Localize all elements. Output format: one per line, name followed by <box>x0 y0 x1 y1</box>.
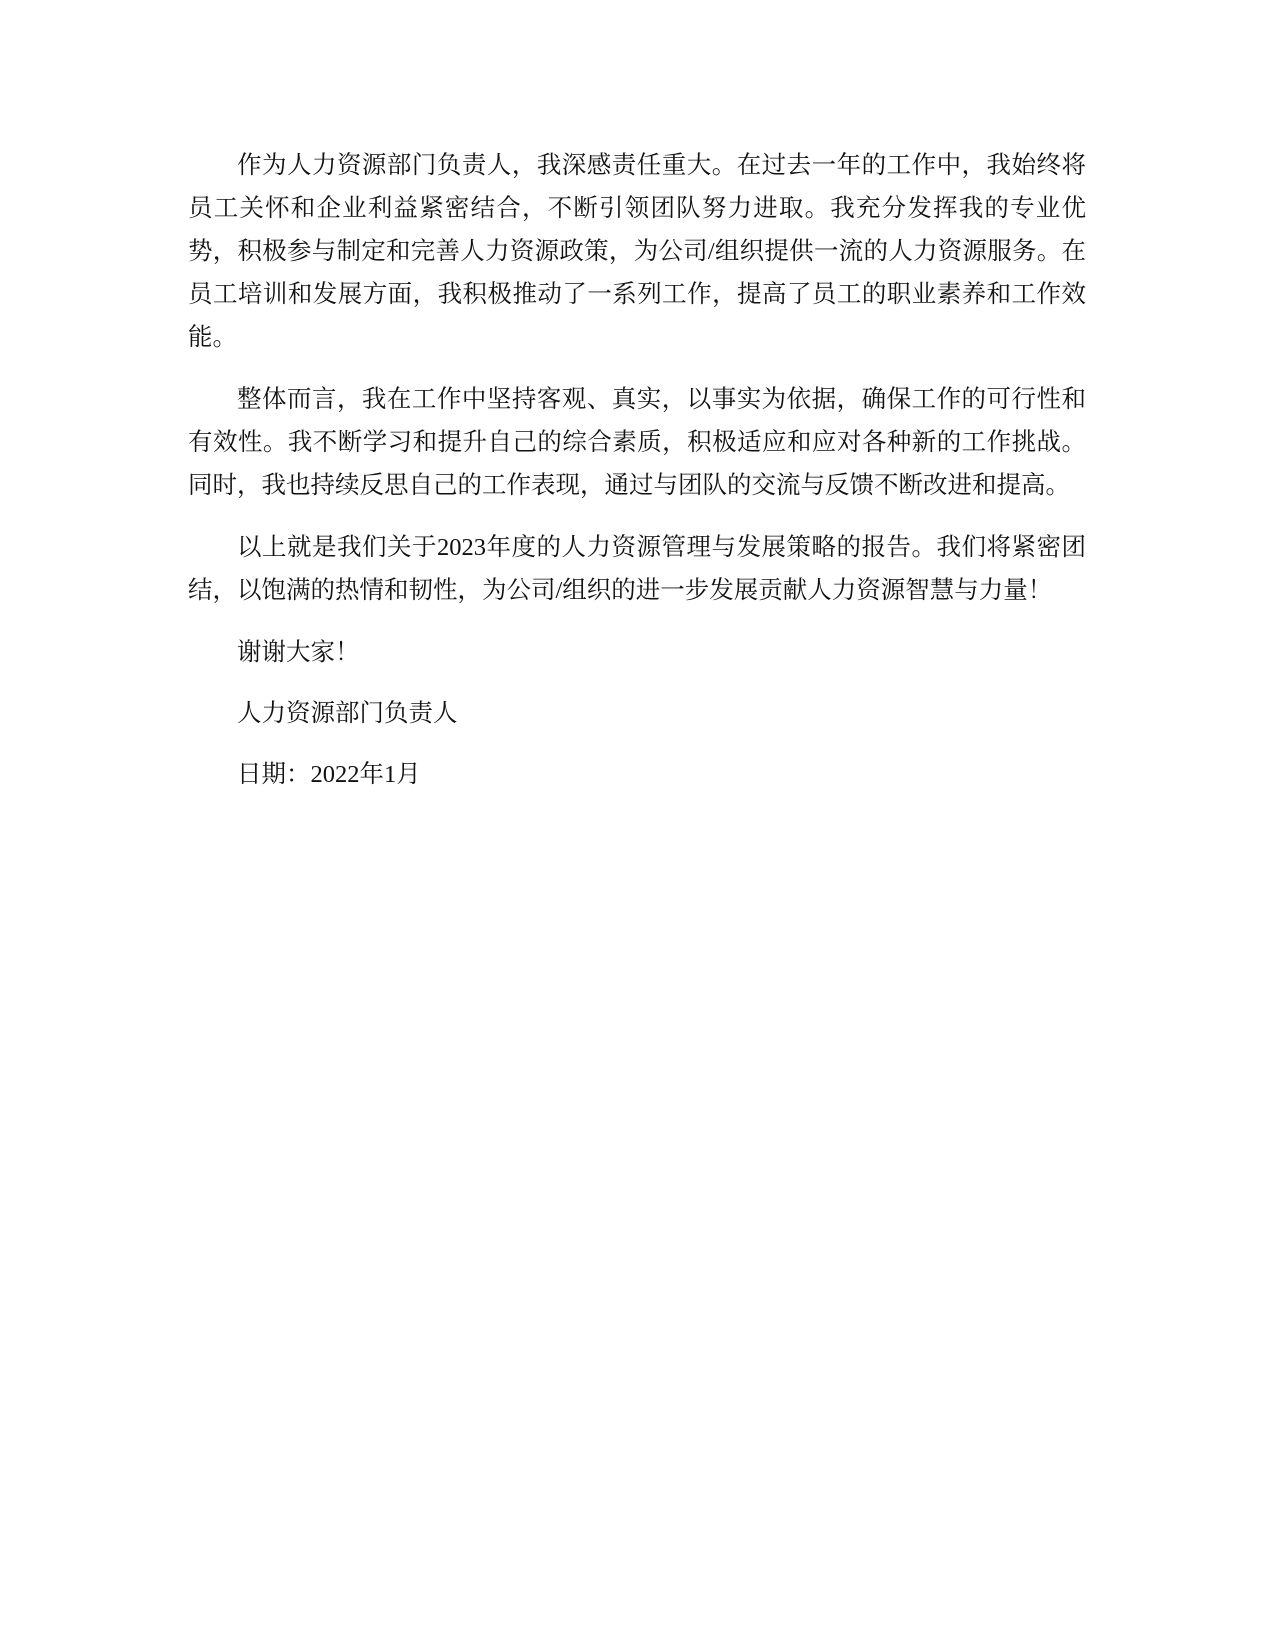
closing-remark: 谢谢大家！ <box>237 639 360 666</box>
date-line: 日期：2022年1月 <box>237 761 421 788</box>
body-paragraph: 整体而言，我在工作中坚持客观、真实，以事实为依据，确保工作的可行性和有效性。我不断学习和提升自己的综合素质，积极适应和应对各种新的工作挑战。同时，我也持续反思自己的工作表现，通过与团队的交流与反馈不断改进和提高。 <box>188 386 1086 499</box>
body-paragraph: 以上就是我们关于2023年度的人力资源管理与发展策略的报告。我们将紧密团结，以饱满的热情和韧性，为公司/组织的进一步发展贡献人力资源智慧与力量！ <box>188 534 1086 604</box>
signature: 人力资源部门负责人 <box>237 700 458 727</box>
document-body <box>188 144 1086 814</box>
body-paragraph: 作为人力资源部门负责人，我深感责任重大。在过去一年的工作中，我始终将员工关怀和企业利益紧密结合，不断引领团队努力进取。我充分发挥我的专业优势，积极参与制定和完善人力资源政策，为公司/组织提供一流的人力资源服务。在员工培训和发展方面，我积极推动了一系列工作，提高了员工的职业素养和工作效能。 <box>188 152 1086 351</box>
